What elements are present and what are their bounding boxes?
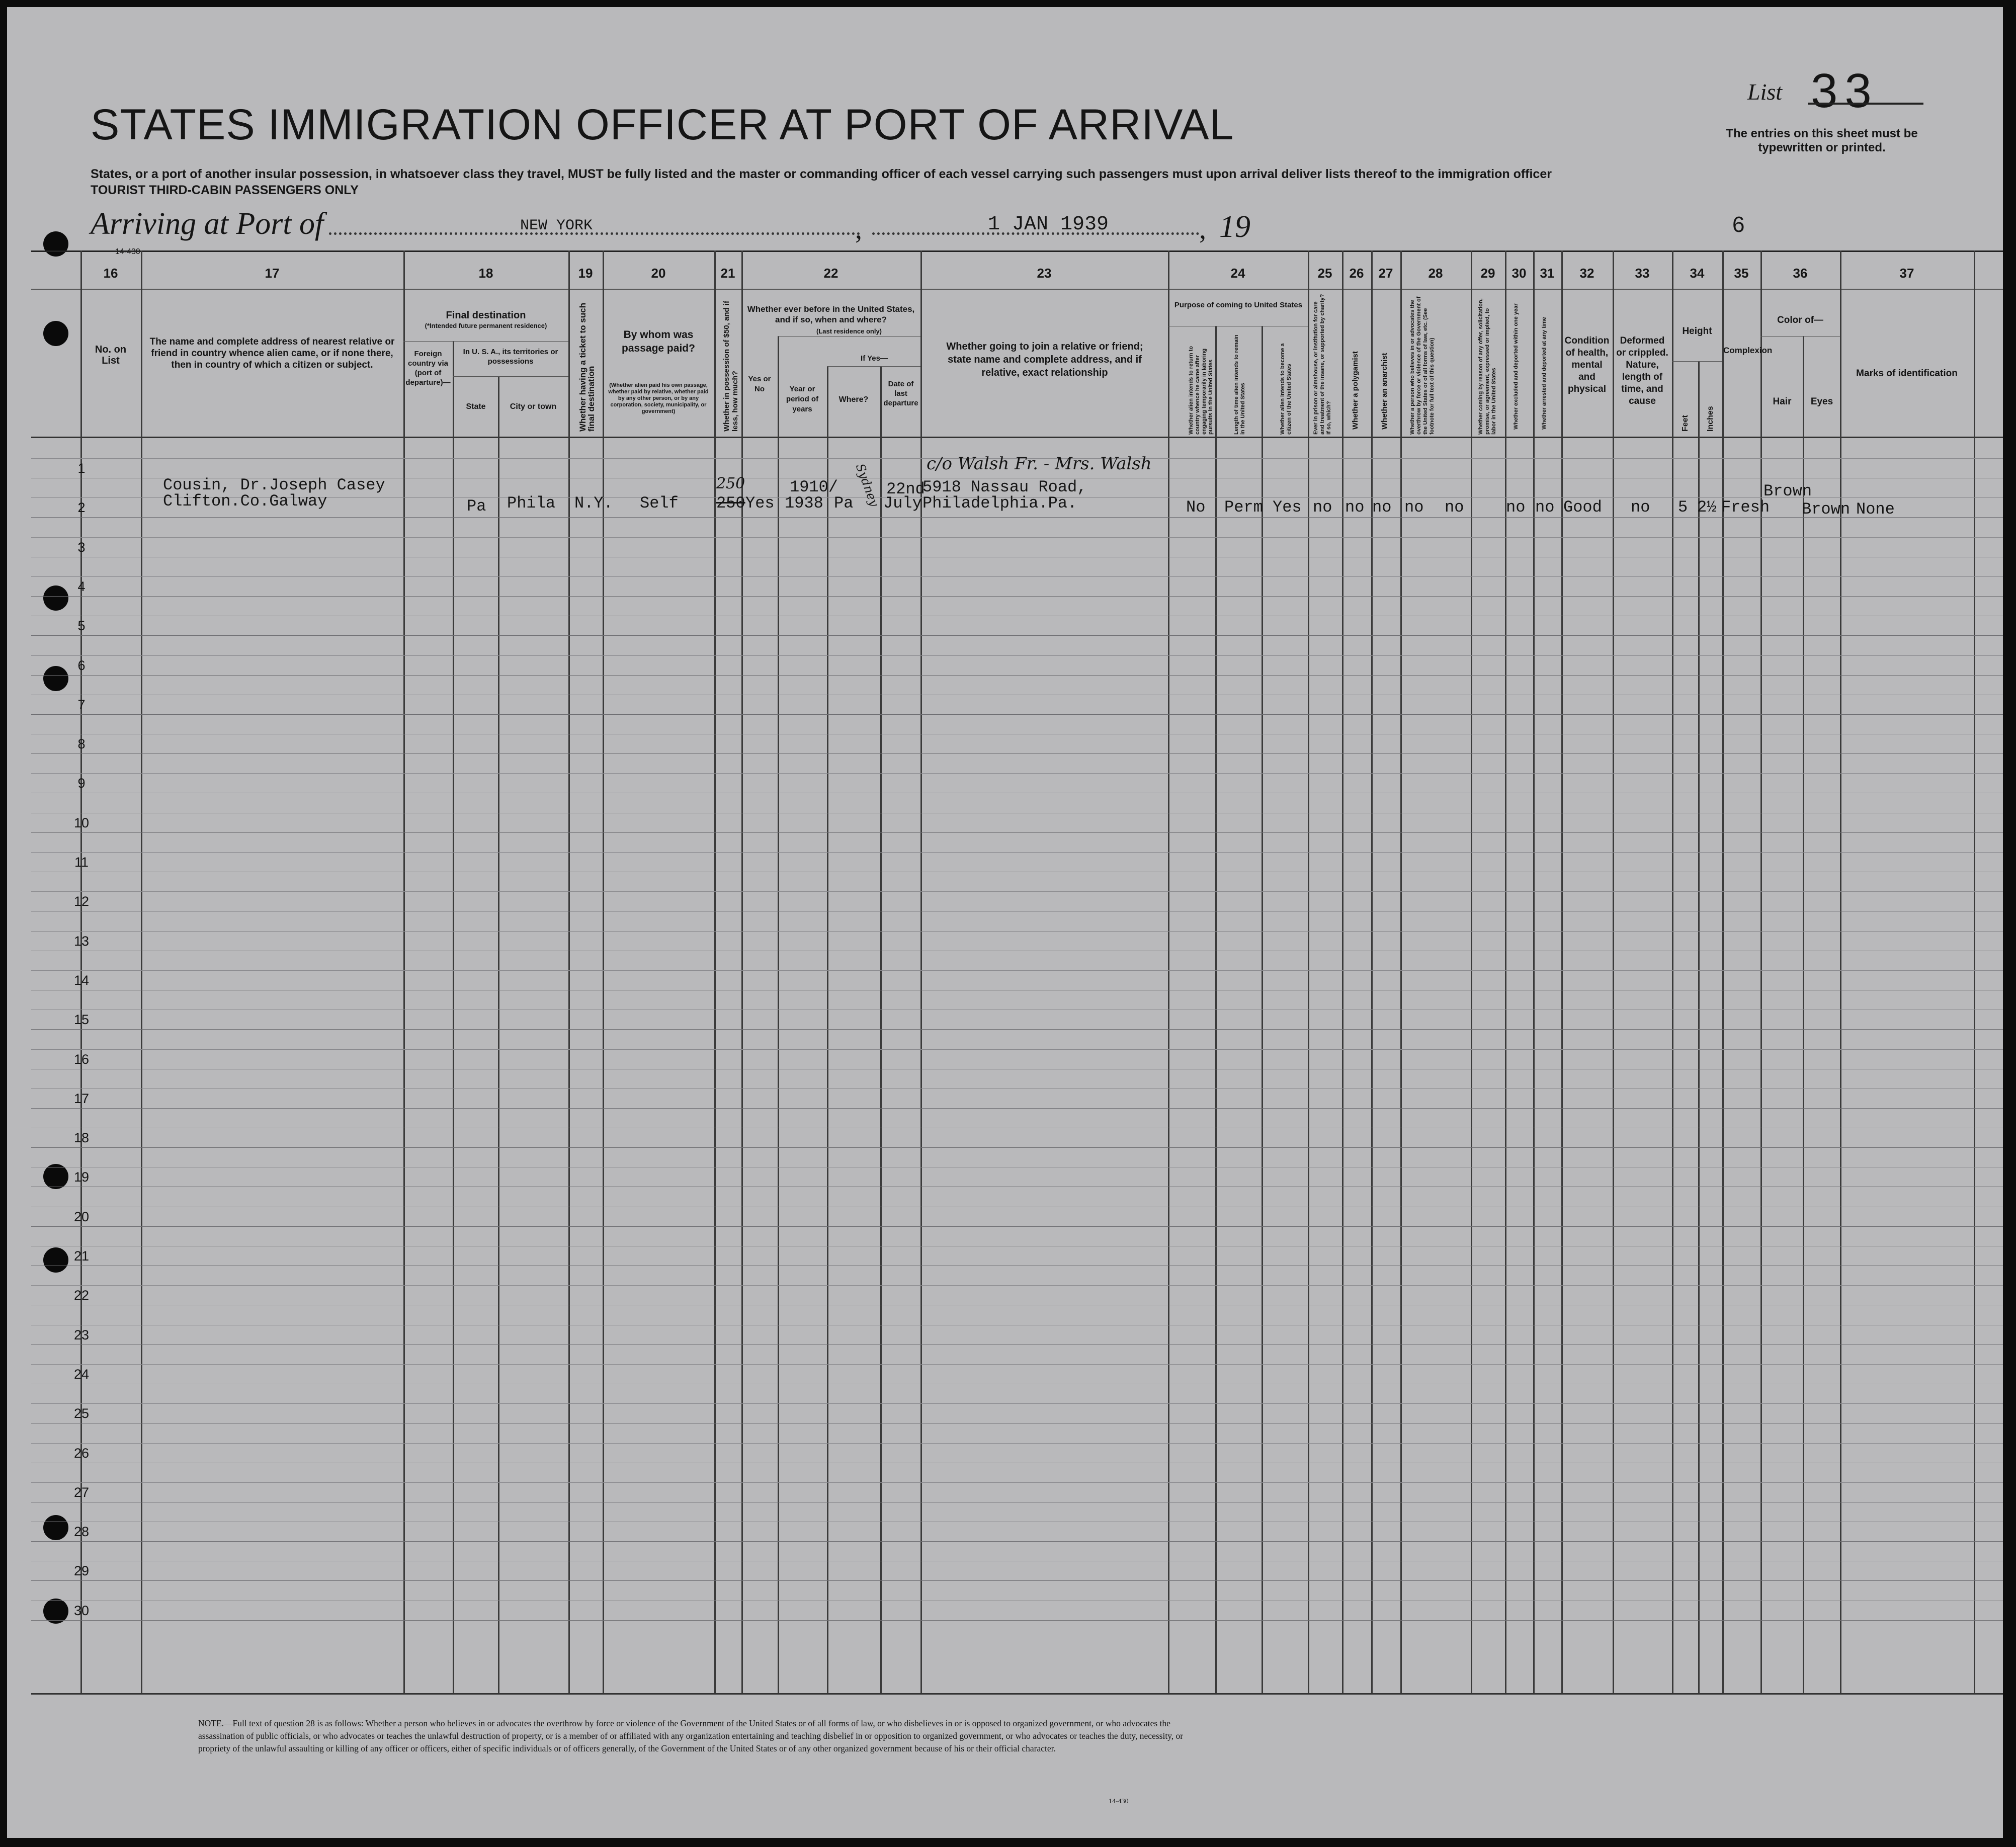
header-overthrow: Whether a person who believes in or advocates the overthrow by force or violence of the Government of the United States or of all forms of law, etc. (See footnote for full text of this question) xyxy=(1409,296,1435,435)
col-divider xyxy=(1760,250,1762,1693)
footnote: NOTE.—Full text of question 28 is as follows: Whether a person who believes in or advocates the overthrow by force or violence of the Government of the United States or of all forms of law, or who disbelieves in or is opposed to organized government, or who advocates the assassination of public officials, or who advocates or teaches the unlawful destruction of property, or is a member of or affiliated with any organization entertaining and teaching disbelief in or opposition to organized government, or who advocates or teaches the duty, necessity, or propriety of the unlawful assaulting or killing of any officer or officers, either of specific individuals or of officers generally, of the Government of the United States or of any other organized government because of his or their official character. xyxy=(198,1718,1184,1753)
entry-where: Pa xyxy=(834,494,854,513)
row-rule xyxy=(31,1285,2003,1286)
row-number: 2 xyxy=(77,500,86,516)
page-mark: 6 xyxy=(1732,212,1745,237)
row-number: 22 xyxy=(73,1288,90,1303)
header-date-departure: Date of last departure xyxy=(883,380,918,407)
col-divider xyxy=(1974,250,1975,1693)
subhead-line xyxy=(453,376,568,377)
entry-passage: Self xyxy=(640,494,679,513)
col-divider xyxy=(1168,250,1169,1693)
col-divider xyxy=(1505,250,1506,1693)
entry-overthrow: no xyxy=(1404,498,1424,517)
col-number-22: 22 xyxy=(823,266,838,281)
row-number: 9 xyxy=(77,776,86,791)
col-divider xyxy=(714,250,716,1693)
row-number: 21 xyxy=(73,1248,90,1264)
header-purpose: Purpose of coming to United States xyxy=(1174,301,1303,309)
entry-purpose-b: Perm xyxy=(1224,498,1263,517)
entry-departure-line1: 22nd xyxy=(886,480,925,498)
header-foreign-country: Foreign country via (port of departure)— xyxy=(405,350,451,387)
row-rule xyxy=(31,1580,2003,1581)
col-number-36: 36 xyxy=(1793,266,1808,281)
row-rule xyxy=(31,832,2003,833)
header-health: Condition of health, mental and physical xyxy=(1564,335,1610,394)
row-rule xyxy=(31,1029,2003,1030)
form-number: 14-430 xyxy=(115,247,140,256)
subhead-line xyxy=(403,341,568,342)
entry-marks: None xyxy=(1856,500,1895,519)
row-number: 1 xyxy=(77,461,86,476)
entries-note: The entries on this sheet must be typewritten or printed. xyxy=(1726,127,1918,154)
header-hair: Hair xyxy=(1773,396,1792,407)
row-rule xyxy=(31,931,2003,932)
comma: , xyxy=(1199,214,1206,245)
list-underline xyxy=(1808,103,1923,105)
col-divider xyxy=(778,336,779,1693)
row-number: 27 xyxy=(73,1484,90,1500)
row-rule xyxy=(31,1541,2003,1542)
col-number-31: 31 xyxy=(1540,266,1555,281)
header-before-us: Whether ever before in the United States, and if so, when and where? xyxy=(747,304,915,324)
header-final-destination: Final destination xyxy=(446,310,526,321)
header-joining: Whether going to join a relative or friend; state name and complete address, and if relative, exact relationship xyxy=(946,341,1143,378)
entry-relative-line2: Clifton.Co.Galway xyxy=(163,492,327,511)
entry-purpose-a: No xyxy=(1186,498,1206,517)
row-rule xyxy=(31,891,2003,892)
column-number-divider xyxy=(31,289,2003,290)
header-city: City or town xyxy=(510,402,557,411)
col-divider xyxy=(1533,250,1535,1693)
row-rule xyxy=(31,1443,2003,1444)
header-labor: Whether coming by reason of any offer, solicitation, promise, or agreement, expressed or implied, to labor in the United States xyxy=(1478,298,1497,435)
row-rule xyxy=(31,537,2003,538)
entry-joining-line2: Philadelphia.Pa. xyxy=(922,494,1077,513)
list-number: 33 xyxy=(1811,64,1879,118)
entry-departure-line2: July xyxy=(883,494,922,513)
row-rule xyxy=(31,970,2003,971)
col-divider xyxy=(1400,250,1402,1693)
col-divider xyxy=(453,341,454,1693)
list-label: List xyxy=(1747,79,1783,105)
header-polygamist: Whether a polygamist xyxy=(1351,351,1360,430)
header-excluded: Whether excluded and deported within one year xyxy=(1513,303,1519,430)
manifest-sheet xyxy=(7,7,2003,1838)
header-yes-no: Yes or No xyxy=(748,375,771,393)
header-final-destination-sub: (*Intended future permanent residence) xyxy=(425,322,547,329)
row-number: 23 xyxy=(73,1327,90,1342)
manifest-table xyxy=(31,250,2003,1697)
header-complexion: Complexion xyxy=(1723,346,1773,355)
row-rule xyxy=(31,1147,2003,1148)
entry-purpose-c: Yes xyxy=(1273,498,1302,517)
footer-form-number: 14-430 xyxy=(1109,1798,1129,1805)
col-divider xyxy=(1803,336,1804,1693)
table-top-border xyxy=(31,250,2003,252)
row-number: 4 xyxy=(77,578,86,594)
col-number-16: 16 xyxy=(103,266,118,281)
subhead-line xyxy=(827,366,920,367)
year-prefix: 19 xyxy=(1219,210,1250,244)
row-number: 19 xyxy=(73,1169,90,1185)
row-rule xyxy=(31,1403,2003,1404)
row-rule xyxy=(31,1620,2003,1621)
col-divider xyxy=(1722,250,1724,1693)
header-passage-sub: (Whether alien paid his own passage, whether paid by relative, whether paid by any other person, or by any corporation, society, municipality, or government) xyxy=(608,382,709,414)
col-number-25: 25 xyxy=(1317,266,1332,281)
header-eyes: Eyes xyxy=(1810,396,1833,407)
col-divider xyxy=(1471,250,1472,1693)
header-purpose-a: Whether alien intends to return to country whence he came after engaging temporarily in laboring pursuits in the United States xyxy=(1188,346,1214,435)
row-rule xyxy=(31,1088,2003,1089)
date-stamp: 1 JAN 1939 xyxy=(988,213,1109,236)
row-rule xyxy=(31,576,2003,577)
port-underline xyxy=(329,232,860,235)
row-number: 28 xyxy=(73,1524,90,1540)
col-number-37: 37 xyxy=(1899,266,1914,281)
header-before-us-sub: (Last residence only) xyxy=(816,327,882,335)
entry-anarchist: no xyxy=(1372,498,1392,517)
entry-deformed: no xyxy=(1631,498,1650,517)
row-number: 16 xyxy=(73,1051,90,1067)
col-number-20: 20 xyxy=(651,266,666,281)
header-inches: Inches xyxy=(1706,406,1715,432)
table-bottom-border xyxy=(31,1693,2003,1695)
row-rule xyxy=(31,517,2003,518)
entry-feet: 5 xyxy=(1678,498,1688,517)
col-number-35: 35 xyxy=(1734,266,1749,281)
entry-before-us: Yes xyxy=(745,494,775,513)
col-number-28: 28 xyxy=(1428,266,1443,281)
row-number: 20 xyxy=(73,1209,90,1224)
entry-money-handwritten: 250 xyxy=(716,475,745,492)
col-divider xyxy=(1371,250,1373,1693)
row-number: 30 xyxy=(73,1603,90,1618)
entry-years-line2: 1938 xyxy=(785,494,823,513)
col-divider xyxy=(1561,250,1563,1693)
col-divider xyxy=(1672,250,1673,1693)
row-number: 17 xyxy=(73,1090,90,1106)
header-relative: The name and complete address of nearest relative or friend in country whence alien came, or if none there, then in country of which a citizen or subject. xyxy=(149,337,395,370)
col-divider xyxy=(1308,250,1309,1693)
row-number: 24 xyxy=(73,1366,90,1382)
entry-eyes: Brown xyxy=(1802,500,1851,519)
entry-complexion: Fresh xyxy=(1721,498,1770,517)
header-if-yes: If Yes— xyxy=(861,354,888,363)
col-number-29: 29 xyxy=(1480,266,1495,281)
row-rule xyxy=(31,714,2003,715)
col-number-33: 33 xyxy=(1635,266,1650,281)
header-purpose-b: Length of time alien intends to remain in the United States xyxy=(1233,334,1246,435)
arriving-label: Arriving at Port of xyxy=(91,207,324,241)
col-number-26: 26 xyxy=(1349,266,1364,281)
col-divider xyxy=(1698,361,1700,1693)
header-bottom-border xyxy=(31,437,2003,438)
col-number-17: 17 xyxy=(265,266,280,281)
col-number-27: 27 xyxy=(1378,266,1393,281)
col-divider xyxy=(498,376,499,1693)
header-where: Where? xyxy=(838,395,869,404)
header-height: Height xyxy=(1682,326,1712,337)
entry-polygamist: no xyxy=(1345,498,1365,517)
entry-labor: no xyxy=(1445,498,1464,517)
col-divider xyxy=(603,250,604,1693)
entry-hair: Brown xyxy=(1763,482,1812,500)
header-money: Whether in possession of $50, and if less, how much? xyxy=(722,300,739,432)
row-rule xyxy=(31,1364,2003,1365)
entry-city: Phila xyxy=(507,494,556,513)
col-number-34: 34 xyxy=(1690,266,1705,281)
entry-health: Good xyxy=(1563,498,1602,517)
row-number: 14 xyxy=(73,972,90,988)
class-note: TOURIST THIRD-CABIN PASSENGERS ONLY xyxy=(91,183,359,197)
header-prison: Ever in prison or almshouse, or institution for care and treatment of the insane, or supported by charity? If so, which? xyxy=(1313,294,1332,435)
entry-excluded: no xyxy=(1506,498,1526,517)
entry-where-handwritten: Sydney xyxy=(853,462,882,509)
col-divider xyxy=(403,250,405,1693)
col-number-32: 32 xyxy=(1579,266,1594,281)
header-state: State xyxy=(466,402,486,411)
entry-arrested: no xyxy=(1535,498,1555,517)
subhead-line xyxy=(1760,336,1840,337)
header-marks: Marks of identification xyxy=(1856,368,1958,379)
header-feet: Feet xyxy=(1681,415,1690,432)
subhead-line xyxy=(1672,361,1722,362)
header-year-period: Year or period of years xyxy=(786,385,819,413)
col-divider xyxy=(141,250,142,1693)
row-number: 25 xyxy=(73,1406,90,1421)
row-number: 29 xyxy=(73,1563,90,1579)
row-number: 11 xyxy=(74,855,89,870)
row-number: 7 xyxy=(77,697,86,712)
instructions: States, or a port of another insular possession, in whatsoever class they travel, MUST be fully listed and the master or commanding officer of each vessel carrying such passengers must upon arrival deliver lists thereof to the immigration officer xyxy=(91,167,1552,181)
col-number-19: 19 xyxy=(578,266,593,281)
header-deformed: Deformed or crippled. Nature, length of time, and cause xyxy=(1616,335,1668,406)
col-number-30: 30 xyxy=(1511,266,1527,281)
col-divider xyxy=(741,250,743,1693)
col-divider xyxy=(1840,250,1841,1693)
header-arrested: Whether arrested and deported at any time xyxy=(1541,317,1547,430)
row-rule xyxy=(31,1049,2003,1050)
col-number-23: 23 xyxy=(1037,266,1052,281)
col-number-24: 24 xyxy=(1230,266,1245,281)
col-divider xyxy=(568,250,570,1693)
header-in-usa: In U. S. A., its territories or possessions xyxy=(463,348,558,366)
col-divider xyxy=(1613,250,1614,1693)
header-ticket: Whether having a ticket to such final destination xyxy=(578,303,596,432)
row-number: 12 xyxy=(73,894,90,909)
header-color-of: Color of— xyxy=(1777,315,1823,325)
entry-years-line1: 1910/ xyxy=(790,478,838,496)
comma: , xyxy=(855,214,862,245)
row-rule xyxy=(31,655,2003,656)
header-purpose-c: Whether alien intends to become a citizen of the United States xyxy=(1280,343,1292,435)
row-number: 26 xyxy=(73,1445,90,1461)
page-title: STATES IMMIGRATION OFFICER AT PORT OF ARRIVAL xyxy=(91,101,1234,149)
entry-joining-handwritten: c/o Walsh Fr. - Mrs. Walsh xyxy=(927,454,1152,474)
header-anarchist: Whether an anarchist xyxy=(1380,353,1389,430)
col-number-18: 18 xyxy=(478,266,493,281)
row-rule xyxy=(31,1226,2003,1227)
header-no-on-list: No. on List xyxy=(95,344,127,366)
row-number: 15 xyxy=(73,1012,90,1028)
row-rule xyxy=(31,635,2003,636)
row-rule xyxy=(31,753,2003,754)
row-rule xyxy=(31,852,2003,853)
row-rule xyxy=(31,596,2003,597)
row-number: 5 xyxy=(77,618,86,634)
entry-relative-line1: Cousin, Dr.Joseph Casey xyxy=(163,476,385,494)
entry-ticket: N.Y. xyxy=(574,494,613,513)
entry-prison: no xyxy=(1313,498,1332,517)
row-number: 8 xyxy=(77,736,86,752)
col-divider xyxy=(920,250,922,1693)
row-rule xyxy=(31,1108,2003,1109)
col-divider xyxy=(1342,250,1343,1693)
row-number: 6 xyxy=(77,657,86,673)
col-number-21: 21 xyxy=(720,266,735,281)
row-rule xyxy=(31,1482,2003,1483)
row-number: 18 xyxy=(73,1130,90,1146)
entry-inches: 2½ xyxy=(1697,498,1717,517)
entry-joining-line1: 5918 Nassau Road, xyxy=(922,478,1087,496)
entry-money-typed: 250 xyxy=(716,494,745,513)
row-number: 10 xyxy=(73,815,90,830)
entry-state: Pa xyxy=(467,497,486,516)
row-number: 13 xyxy=(73,933,90,949)
row-number: 3 xyxy=(77,539,86,555)
row-rule xyxy=(31,773,2003,774)
port-value: NEW YORK xyxy=(520,217,593,234)
row-rule xyxy=(31,675,2003,676)
header-passage: By whom was passage paid? xyxy=(622,329,695,354)
